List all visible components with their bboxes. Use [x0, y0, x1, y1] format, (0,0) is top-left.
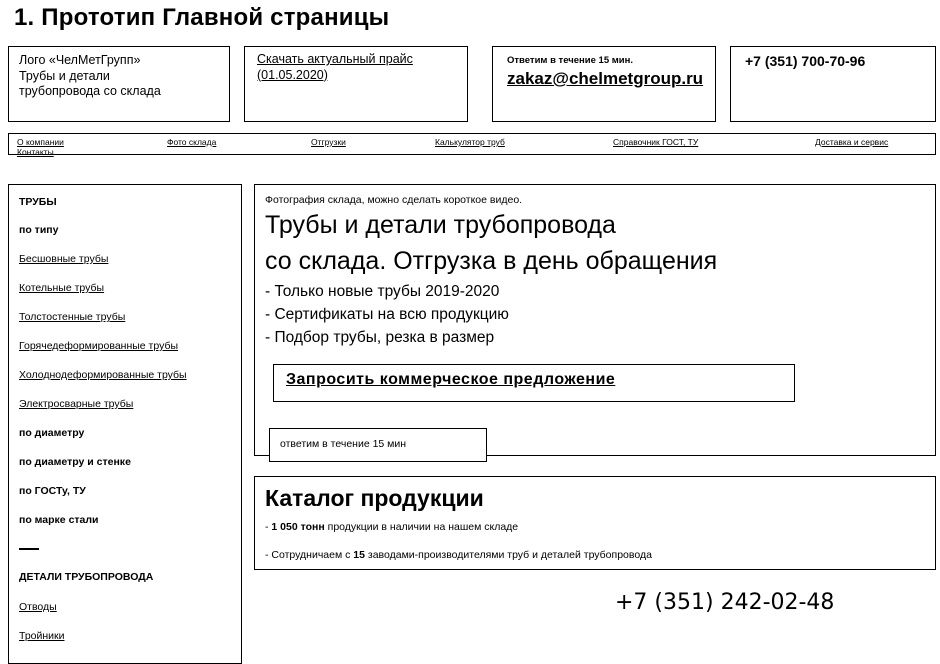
sidebar-item-tees[interactable]: Тройники — [19, 630, 65, 642]
price-download-box — [244, 46, 468, 122]
contact-box — [492, 46, 716, 122]
header-phone[interactable]: +7 (351) 700-70-96 — [745, 53, 866, 69]
sidebar-item-boiler[interactable]: Котельные трубы — [19, 282, 105, 294]
sidebar-item-seamless[interactable]: Бесшовные трубы — [19, 253, 109, 265]
page-title: 1. Прототип Главной страницы — [14, 4, 390, 31]
response-time-note: Ответим в течение 15 мин. — [507, 55, 634, 66]
hero-bullet: - Сертификаты на всю продукцию — [265, 306, 509, 323]
phone-box[interactable] — [730, 46, 936, 122]
hero-title-line: Трубы и детали трубопровода — [265, 211, 616, 239]
nav-about[interactable]: О компании — [17, 137, 64, 147]
sidebar-heading-parts: ДЕТАЛИ ТРУБОПРОВОДА — [19, 571, 154, 583]
sidebar-heading-pipes: ТРУБЫ — [19, 196, 57, 208]
catalog-section — [254, 476, 936, 570]
request-offer-button[interactable] — [273, 364, 795, 402]
sidebar-filter-diameter-wall[interactable]: по диаметру и стенке — [19, 456, 131, 468]
sidebar-item-thick-wall[interactable]: Толстостенные трубы — [19, 311, 126, 323]
logo-line: Трубы и детали — [19, 68, 110, 83]
nav-delivery-service[interactable]: Доставка и сервис — [815, 137, 889, 147]
nav-contacts[interactable]: Контакты — [17, 147, 54, 157]
catalog-title: Каталог продукции — [265, 485, 484, 511]
nav-shipments[interactable]: Отгрузки — [311, 137, 346, 147]
sidebar-item-electric-welded[interactable]: Электросварные трубы — [19, 398, 134, 410]
sidebar-filter-steel-grade[interactable]: по марке стали — [19, 514, 99, 526]
hero-banner — [254, 184, 936, 456]
nav-pipe-calculator[interactable]: Калькулятор труб — [435, 137, 505, 147]
sidebar-filter-by-type[interactable]: по типу — [19, 224, 59, 236]
sidebar-item-hot-deformed[interactable]: Горячедеформированные трубы — [19, 340, 179, 352]
hero-bullet: - Только новые трубы 2019-2020 — [265, 283, 500, 300]
top-nav — [8, 133, 936, 155]
sidebar-item-elbows[interactable]: Отводы — [19, 601, 57, 613]
nav-warehouse-photo[interactable]: Фото склада — [167, 137, 217, 147]
footer-phone[interactable]: +7 (351) 242-02-48 — [615, 590, 835, 615]
sidebar-divider — [19, 548, 39, 550]
sidebar-item-cold-deformed[interactable]: Холоднодеформированные трубы — [19, 369, 187, 381]
logo-line: Лого «ЧелМетГрупп» — [19, 53, 141, 67]
request-offer-label: Запросить коммерческое предложение — [286, 371, 616, 388]
hero-photo-note: Фотография склада, можно сделать короткое видео. — [265, 194, 523, 206]
logo-line: трубопровода со склада — [19, 84, 161, 98]
price-download-link[interactable]: Скачать актуальный прайс (01.05.2020) — [257, 52, 413, 82]
hero-bullet: - Подбор трубы, резка в размер — [265, 329, 495, 346]
sidebar-filter-diameter[interactable]: по диаметру — [19, 427, 85, 439]
email-link[interactable]: zakaz@chelmetgroup.ru — [507, 69, 704, 88]
reply-time-badge: ответим в течение 15 мин — [269, 428, 487, 462]
catalog-sidebar — [8, 184, 242, 664]
logo-placeholder[interactable] — [8, 46, 230, 122]
catalog-factories-line: - Сотрудничаем с 15 заводами-производителями труб и деталей трубопровода — [265, 549, 652, 561]
catalog-stock-line: - 1 050 тонн продукции в наличии на нашем складе — [265, 521, 519, 533]
sidebar-filter-gost[interactable]: по ГОСТу, ТУ — [19, 485, 86, 497]
hero-title-line: со склада. Отгрузка в день обращения — [265, 247, 718, 275]
nav-gost-reference[interactable]: Справочник ГОСТ, ТУ — [613, 137, 699, 147]
